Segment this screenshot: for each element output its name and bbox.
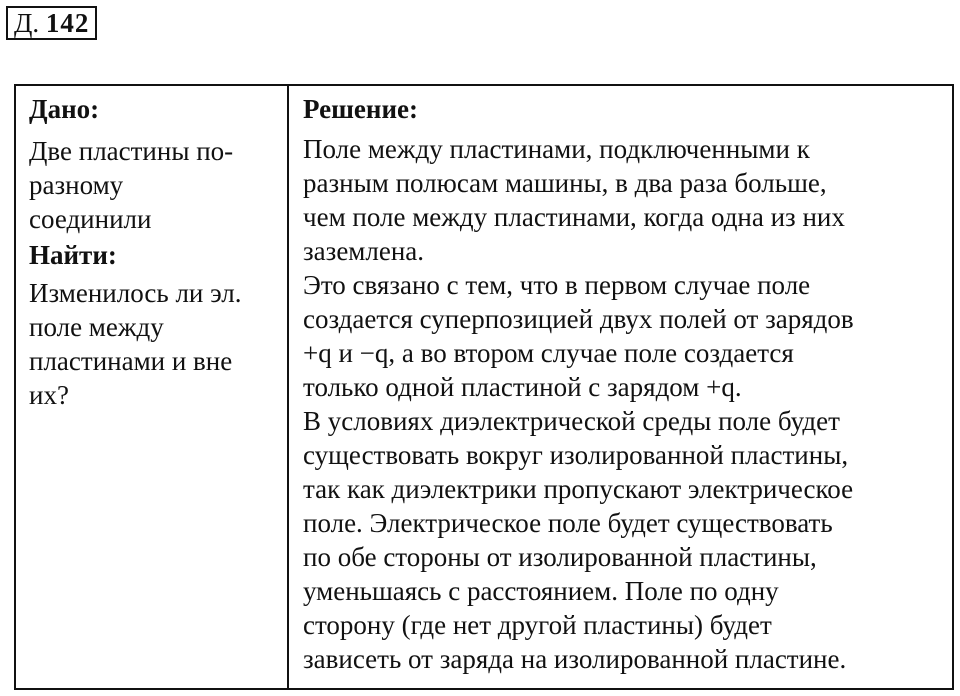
solution-heading: Решение:: [303, 94, 418, 124]
given-text: Две пластины по- разному соединили: [29, 136, 234, 234]
solution-table: [14, 84, 954, 690]
solution-column: [289, 86, 952, 688]
given-heading: Дано:: [29, 94, 100, 124]
find-heading: Найти:: [29, 240, 117, 270]
problem-number: 142: [45, 8, 90, 38]
problem-prefix: Д.: [14, 8, 40, 38]
problem-number-label: [6, 6, 97, 40]
given-column: [16, 86, 289, 688]
solution-text: Поле между пластинами, подключенными к разным полюсам машины, в два раза больше, чем поле между пластинами, когда одна из них заземлена. Это связано с тем, что в первом случае поле создается суперпозицией двух полей от зарядов +q и −q, а во втором случае поле создается только одной пластиной с зарядом +q. В условиях диэлектрической среды поле будет существовать вокруг изолированной пластины, так как диэлектрики пропускают электрическое поле. Электрическое поле будет существовать по обе стороны от изолированной пластины, уменьшаясь с расстоянием. Поле по одну сторону (где нет другой пластины) будет зависеть от заряда на изолированной пластине.: [303, 134, 854, 674]
find-text: Изменилось ли эл. поле между пластинами и вне их?: [29, 278, 242, 410]
